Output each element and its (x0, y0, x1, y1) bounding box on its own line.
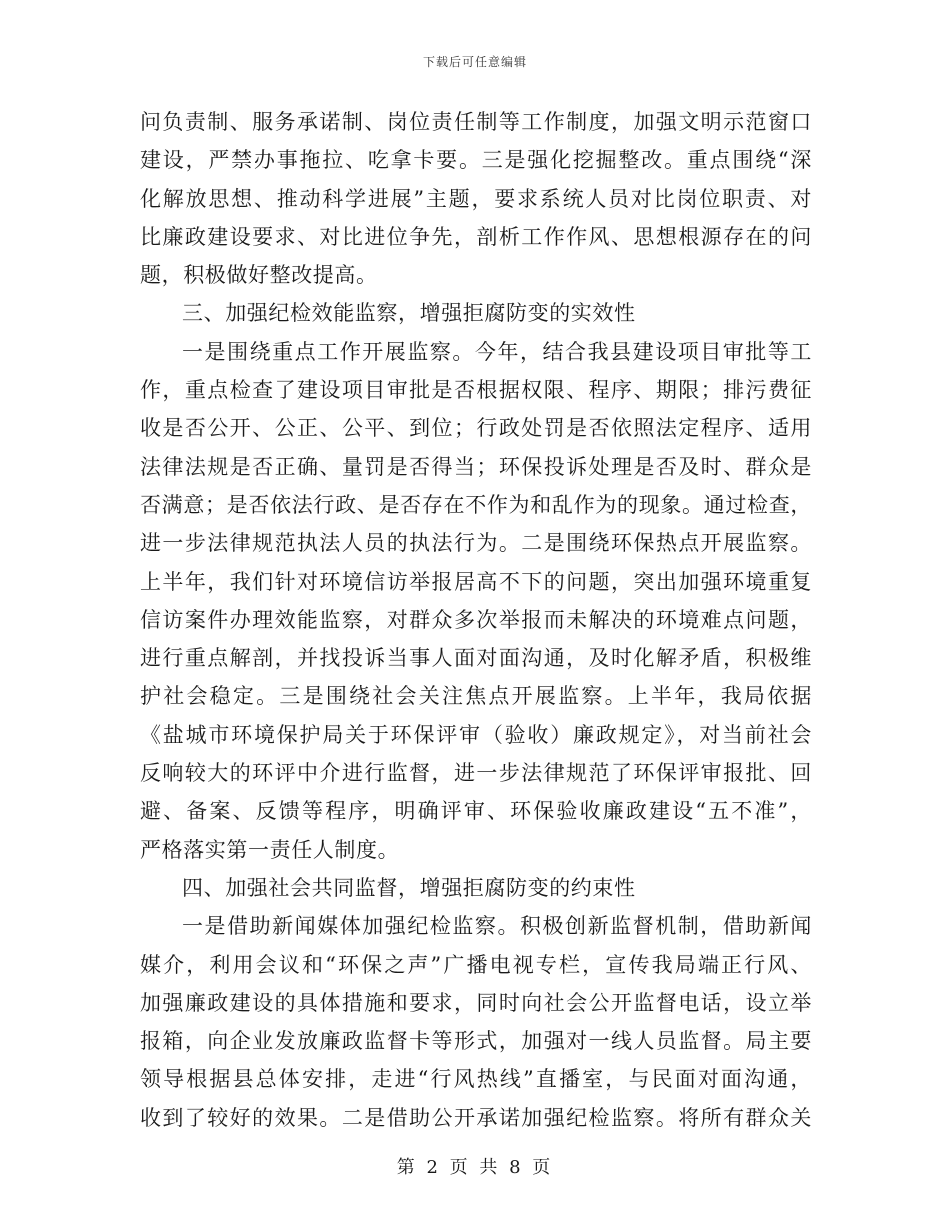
text-line: 收是否公开、公正、公平、到位；行政处罚是否依照法定程序、适用 (140, 416, 812, 441)
text-line: 加强廉政建设的具体措施和要求，同时向社会公开监督电话，设立举 (140, 990, 812, 1015)
page-number-footer: 第 2 页 共 8 页 (396, 1157, 554, 1178)
text-line: 反响较大的环评中介进行监督，进一步法律规范了环保评审报批、回 (140, 761, 812, 786)
text-line: 领导根据县总体安排，走进“行风热线”直播室，与民面对面沟通， (140, 1067, 812, 1092)
text-line: 法律法规是否正确、量罚是否得当；环保投诉处理是否及时、群众是 (140, 454, 812, 479)
text-line: 否满意；是否依法行政、是否存在不作为和乱作为的现象。通过检查， (140, 492, 812, 517)
text-line: 作，重点检查了建设项目审批是否根据权限、程序、期限；排污费征 (140, 378, 812, 403)
text-line: 《盐城市环境保护局关于环保评审（验收）廉政规定》，对当前社会 (140, 722, 812, 747)
text-line: 进行重点解剖，并找投诉当事人面对面沟通，及时化解矛盾，积极维 (140, 646, 812, 671)
text-line: 严格落实第一责任人制度。 (140, 837, 400, 862)
text-line: 进一步法律规范执法人员的执法行为。二是围绕环保热点开展监察。 (140, 531, 812, 556)
text-line: 化解放思想、推动科学进展”主题，要求系统人员对比岗位职责、对 (140, 186, 812, 211)
text-line: 建设，严禁办事拖拉、吃拿卡要。三是强化挖掘整改。重点围绕“深 (140, 148, 812, 173)
text-line: 信访案件办理效能监察，对群众多次举报而未解决的环境难点问题， (140, 607, 812, 632)
text-line: 避、备案、反馈等程序，明确评审、环保验收廉政建设“五不准”， (140, 799, 812, 824)
text-line: 报箱，向企业发放廉政监督卡等形式，加强对一线人员监督。局主要 (140, 1029, 812, 1054)
text-line: 上半年，我们针对环境信访举报居高不下的问题，突出加强环境重复 (140, 569, 812, 594)
page-header: 下载后可任意编辑 (422, 55, 527, 69)
document-body (140, 103, 812, 1137)
text-line: 护社会稳定。三是围绕社会关注焦点开展监察。上半年，我局依据 (140, 684, 812, 709)
text-line: 媒介，利用会议和“环保之声”广播电视专栏，宣传我局端正行风、 (140, 952, 812, 977)
text-line: 三、加强纪检效能监察，增强拒腐防变的实效性 (182, 301, 636, 326)
text-line: 一是借助新闻媒体加强纪检监察。积极创新监督机制，借助新闻 (182, 914, 812, 939)
text-line: 四、加强社会共同监督，增强拒腐防变的约束性 (182, 875, 636, 900)
text-line: 题，积极做好整改提高。 (140, 263, 378, 288)
text-line: 比廉政建设要求、对比进位争先，剖析工作作风、思想根源存在的问 (140, 224, 812, 249)
text-line: 问负责制、服务承诺制、岗位责任制等工作制度，加强文明示范窗口 (140, 110, 812, 134)
text-line: 收到了较好的效果。二是借助公开承诺加强纪检监察。将所有群众关 (140, 1105, 812, 1130)
text-line: 一是围绕重点工作开展监察。今年，结合我县建设项目审批等工 (182, 339, 812, 364)
